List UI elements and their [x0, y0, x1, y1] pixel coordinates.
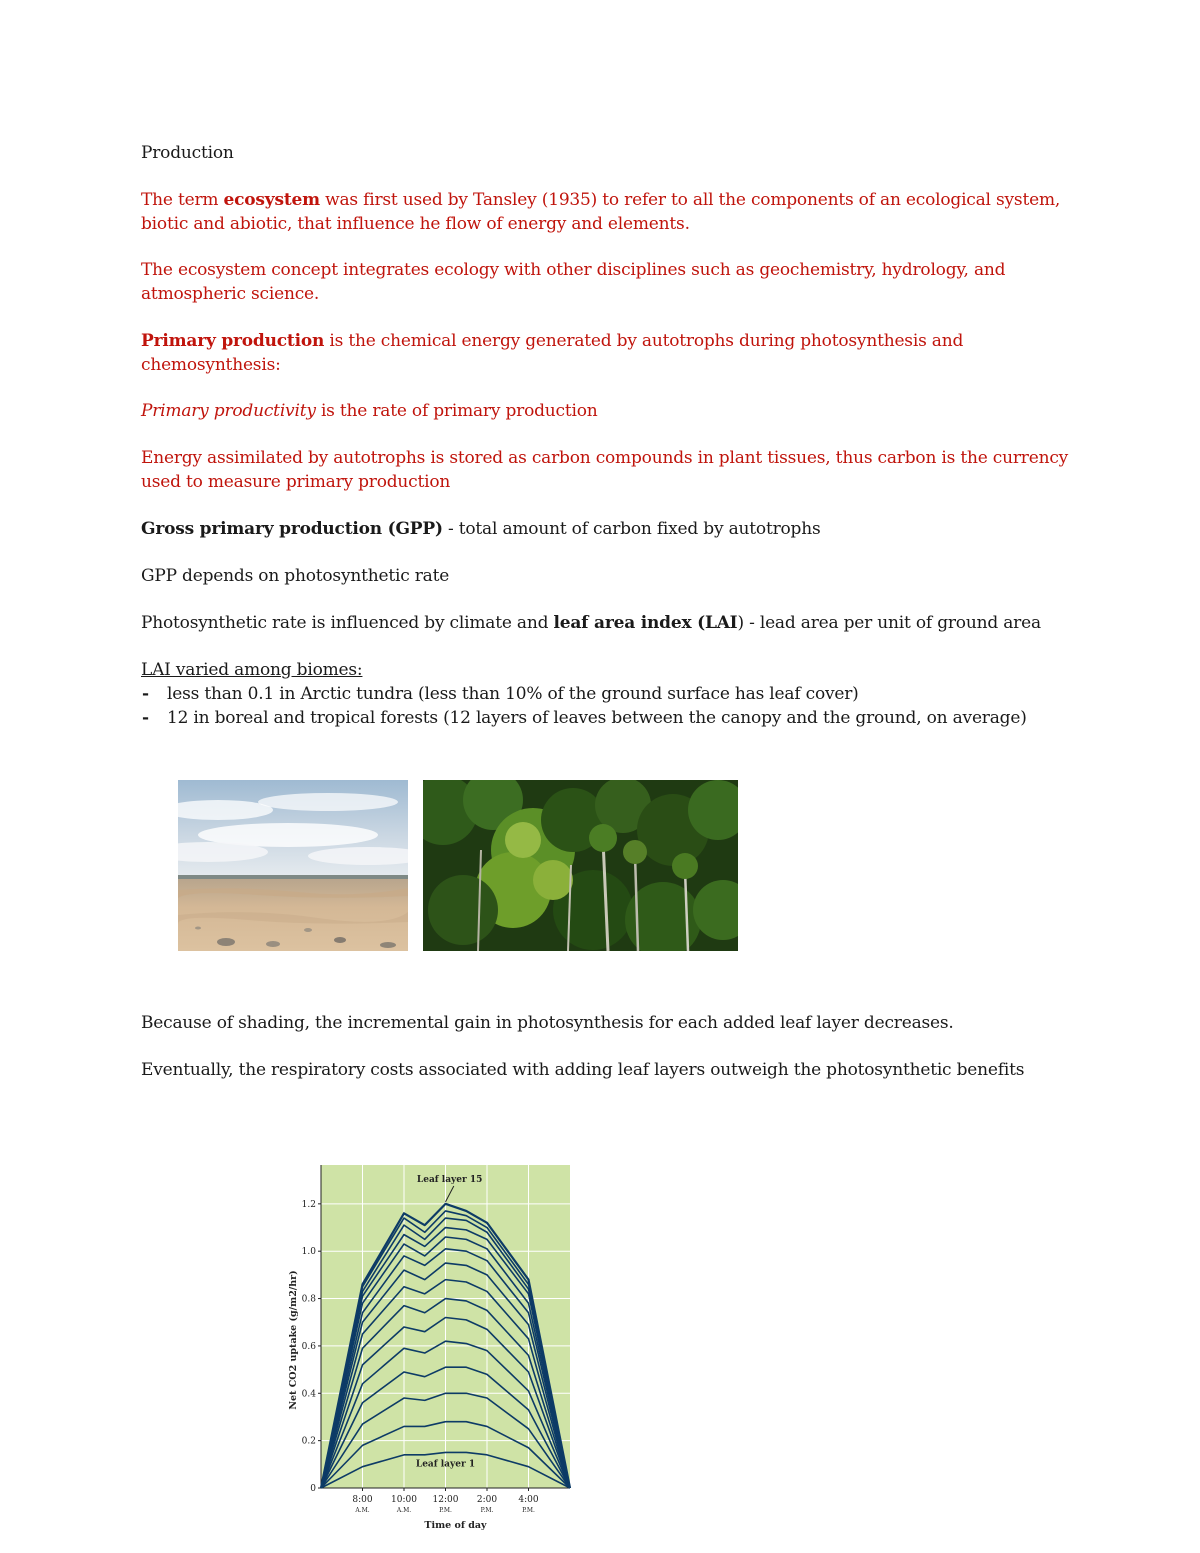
net-co2-uptake-chart	[280, 1165, 572, 1535]
chart-svg	[280, 1165, 572, 1535]
x-tick-sublabel: A.M.	[355, 1507, 370, 1514]
term-primary-production: Primary production	[141, 331, 325, 351]
x-tick-label: 10:00	[391, 1495, 417, 1505]
x-tick-sublabel: P.M.	[439, 1507, 452, 1514]
paragraph-primary-production: Primary production is the chemical energy generated by autotrophs during photosynthesis and chemosynthesis:	[141, 331, 964, 375]
term-primary-productivity: Primary productivity	[141, 401, 316, 421]
x-tick-sublabel: A.M.	[396, 1507, 412, 1514]
y-tick-label: 0.2	[301, 1436, 316, 1447]
paragraph-ecosystem-concept: The ecosystem concept integrates ecology with other disciplines such as geochemistry, hydrology, and atmospheric science.	[141, 260, 1006, 304]
y-tick-label: 1.0	[301, 1247, 316, 1258]
term-gpp: Gross primary production (GPP)	[141, 519, 443, 539]
heading-production: Production	[141, 143, 234, 163]
annotation-leaf-layer-15: Leaf layer 15	[416, 1175, 483, 1185]
y-tick-label: 0.6	[301, 1341, 316, 1352]
arctic-tundra-photo	[178, 780, 408, 951]
paragraph-gpp-depends: GPP depends on photosynthetic rate	[141, 566, 450, 586]
x-tick-label: 12:00	[432, 1495, 459, 1505]
paragraph-energy-assimilated: Energy assimilated by autotrophs is stored as carbon compounds in plant tissues, thus carbon is the currency used to measure primary production	[141, 448, 1069, 492]
x-axis-title: Time of day	[424, 1520, 487, 1531]
y-tick-label: 0.8	[301, 1294, 316, 1305]
term-ecosystem: ecosystem	[223, 190, 320, 210]
y-tick-label: 0	[310, 1484, 316, 1494]
paragraph-photosynthetic-rate: Photosynthetic rate is influenced by climate and leaf area index (LAI) - lead area per unit of ground area	[141, 613, 1041, 633]
y-tick-label: 1.2	[301, 1199, 316, 1210]
y-axis-title: Net CO2 uptake (g/m2/hr)	[288, 1270, 299, 1410]
term-lai: leaf area index (LAI	[553, 613, 738, 633]
paragraph-primary-productivity: Primary productivity is the rate of primary production	[141, 401, 598, 421]
x-tick-label: 2:00	[476, 1495, 498, 1505]
lai-list	[141, 682, 1101, 730]
paragraph-shading: Because of shading, the incremental gain in photosynthesis for each added leaf layer decreases.	[141, 1013, 954, 1033]
lai-heading: LAI varied among biomes:	[141, 660, 363, 680]
x-tick-label: 8:00	[352, 1495, 373, 1505]
paragraph-respiratory-costs: Eventually, the respiratory costs associated with adding leaf layers outweigh the photosynthetic benefits	[141, 1060, 1025, 1080]
paragraph-gpp: Gross primary production (GPP) - total amount of carbon fixed by autotrophs	[141, 519, 821, 539]
x-tick-sublabel: P.M.	[522, 1507, 535, 1514]
list-item: - 12 in boreal and tropical forests (12 layers of leaves between the canopy and the ground, on average)	[141, 706, 1101, 730]
annotation-leaf-layer-1: Leaf layer 1	[415, 1459, 476, 1470]
y-tick-label: 0.4	[301, 1389, 316, 1400]
x-tick-sublabel: P.M.	[480, 1507, 494, 1514]
x-tick-label: 4:00	[518, 1495, 539, 1505]
tropical-forest-photo	[423, 780, 738, 951]
paragraph-ecosystem: The term ecosystem was first used by Tansley (1935) to refer to all the components of an ecological system, biotic and abiotic, that influence he flow of energy and elements.	[141, 190, 1061, 234]
list-item: - less than 0.1 in Arctic tundra (less than 10% of the ground surface has leaf cover)	[141, 682, 1101, 706]
